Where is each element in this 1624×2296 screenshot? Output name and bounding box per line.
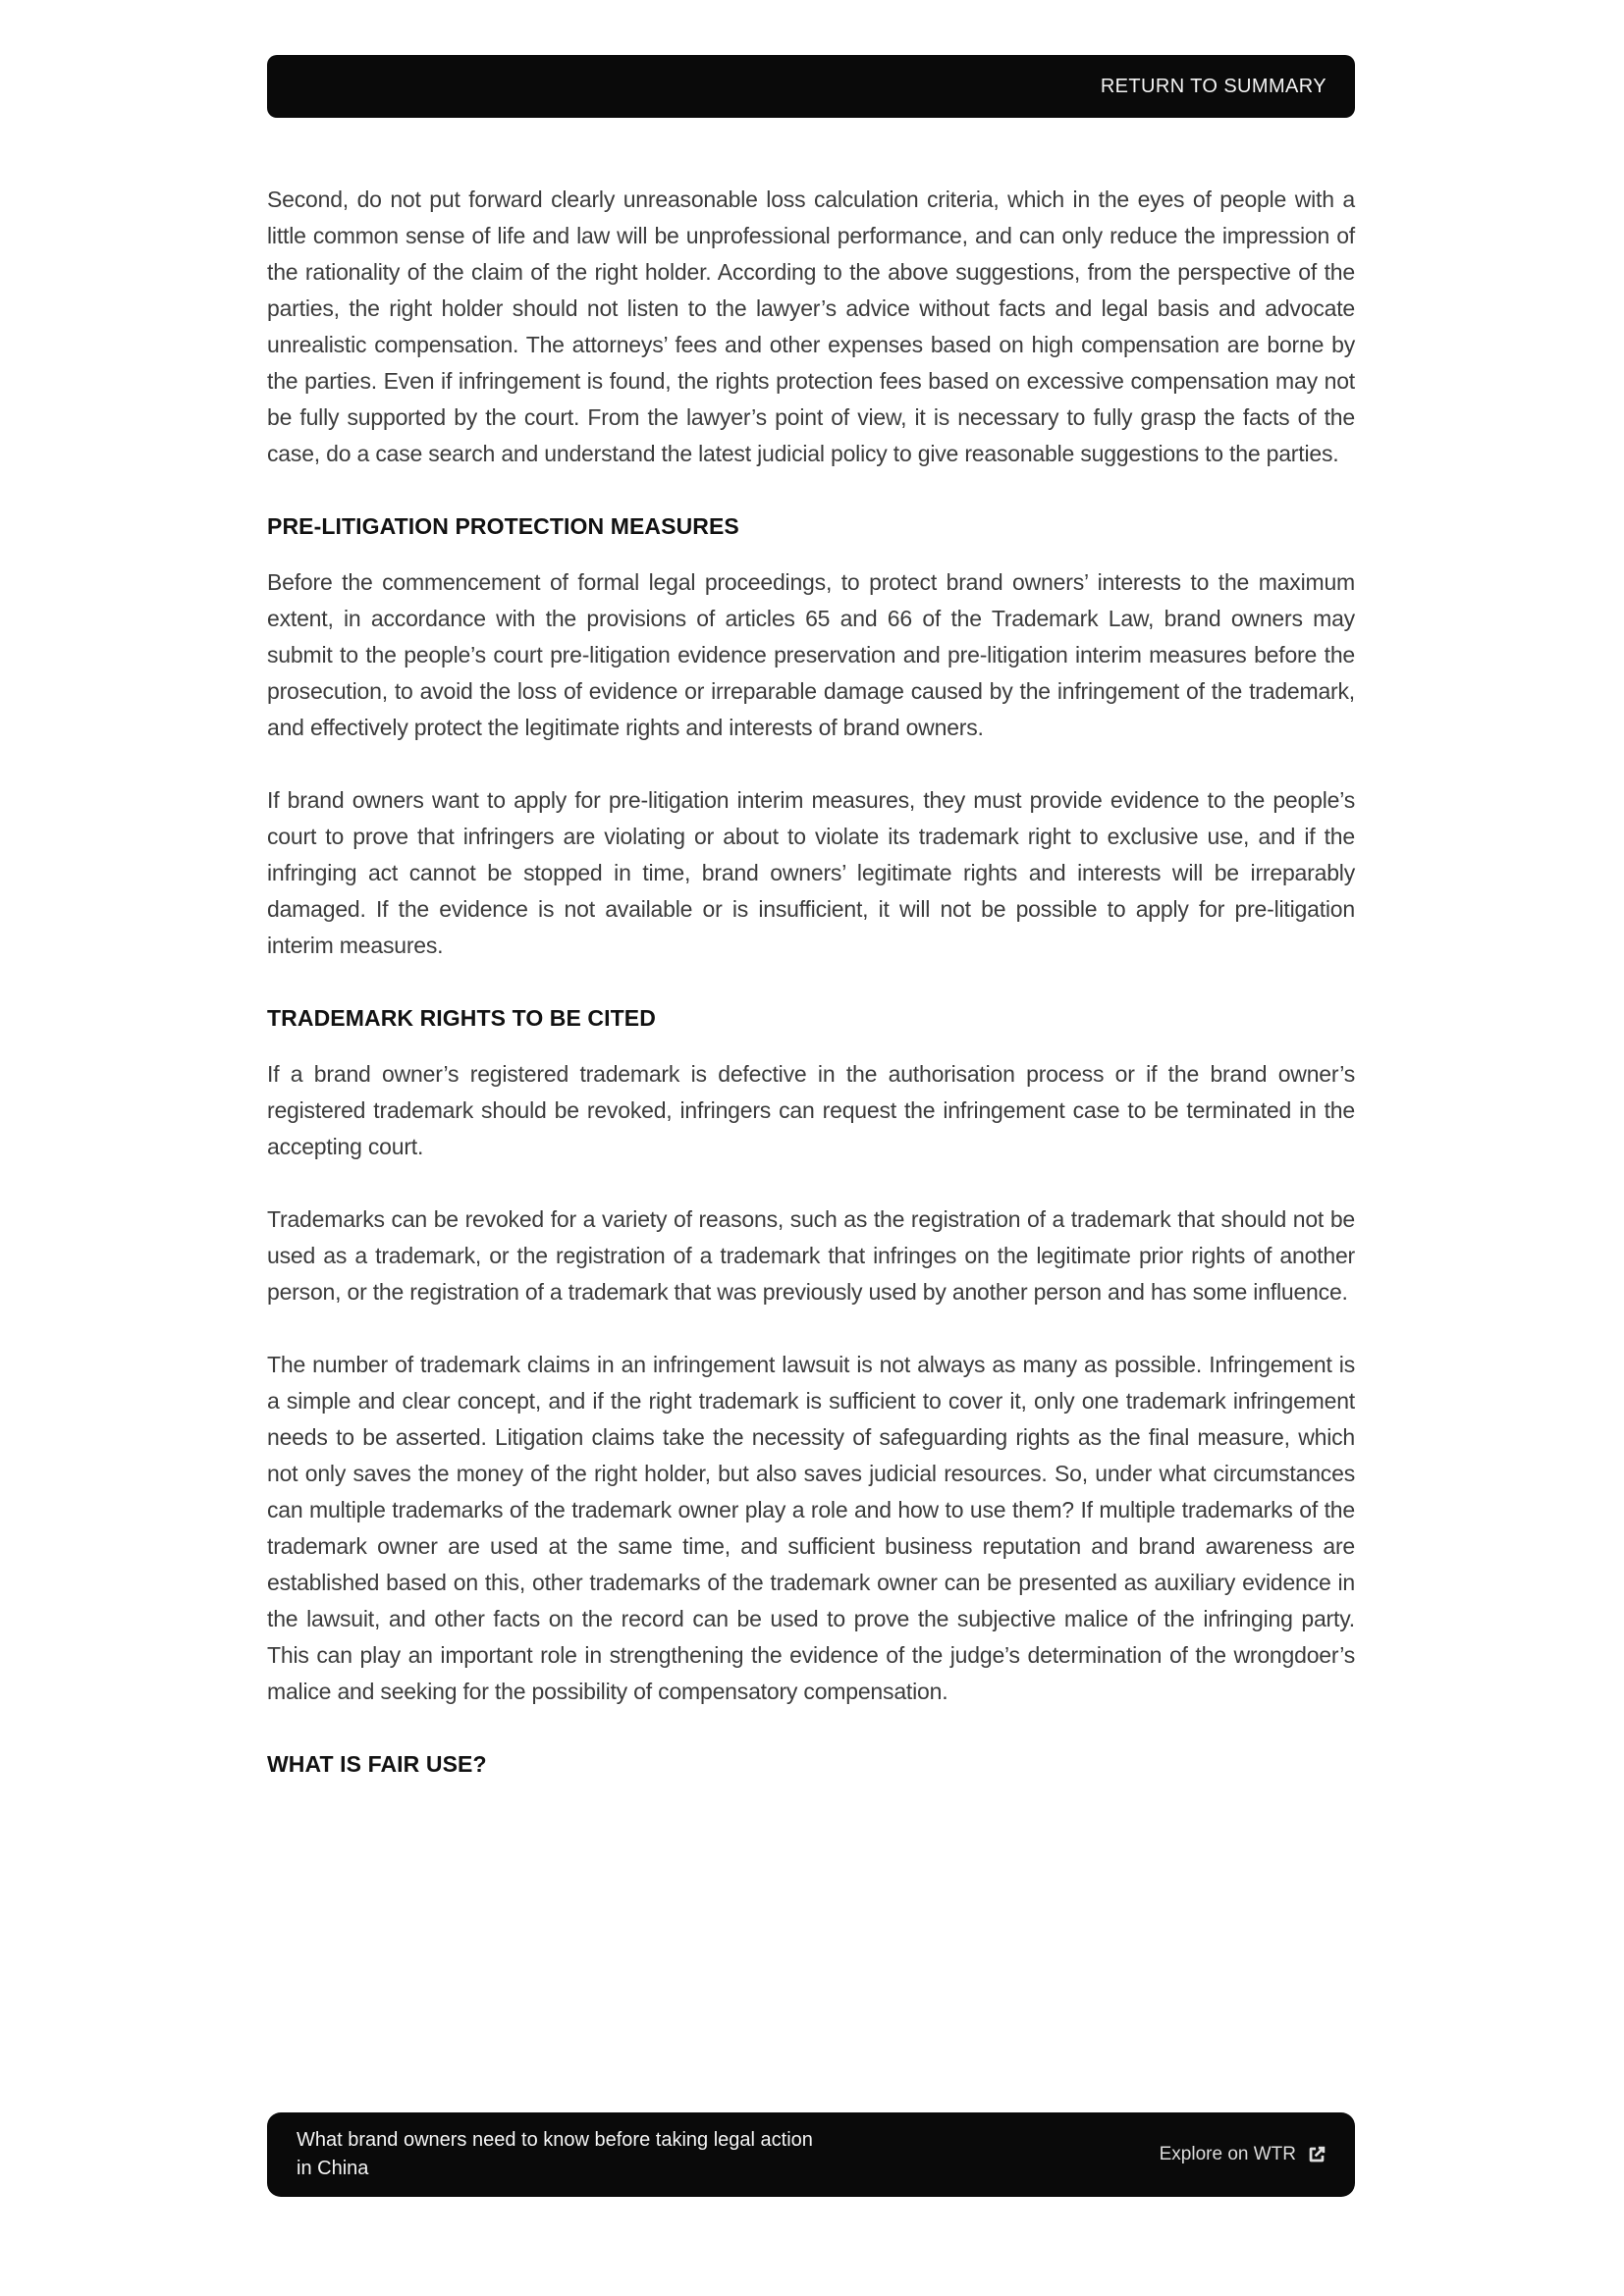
article-body [267, 182, 1355, 1779]
paragraph: If brand owners want to apply for pre-litigation interim measures, they must provide evidence to the people’s court to prove that infringers are violating or about to violate its trademark right to exclusive use, and if the infringing act cannot be stopped in time, brand owners’ legitimate rights and interests will be irreparably damaged. If the evidence is not available or is insufficient, it will not be possible to apply for pre-litigation interim measures. [267, 787, 1355, 958]
paragraph: Before the commencement of formal legal proceedings, to protect brand owners’ interests to the maximum extent, in accordance with the provisions of articles 65 and 66 of the Trademark Law, brand owners may submit to the people’s court pre-litigation evidence preservation and pre-litigation interim measures before the prosecution, to avoid the loss of evidence or irreparable damage caused by the infringement of the trademark, and effectively protect the legitimate rights and interests of brand owners. [267, 569, 1355, 740]
section-heading-trademark-rights: TRADEMARK RIGHTS TO BE CITED [267, 1005, 656, 1031]
paragraph: Trademarks can be revoked for a variety of reasons, such as the registration of a trademark that should not be used as a trademark, or the registration of a trademark that infringes on the legitimate prior rights of another person, or the registration of a trademark that was previously used by another person and has some influence. [267, 1206, 1355, 1305]
return-to-summary-bar [267, 55, 1355, 118]
chapter-title-line2: in China [297, 2158, 369, 2179]
explore-on-wtr-label: Explore on WTR [1159, 2144, 1296, 2164]
paragraph-intro: Second, do not put forward clearly unreasonable loss calculation criteria, which in the eyes of people with a little common sense of life and law will be unprofessional performance, and can only reduce the impression of the rationality of the claim of the right holder. According to the above suggestions, from the perspective of the parties, the right holder should not listen to the lawyer’s advice without facts and legal basis and advocate unrealistic compensation. The attorneys’ fees and other expenses based on high compensation are borne by the parties. Even if infringement is found, the rights protection fees based on excessive compensation may not be fully supported by the court. From the lawyer’s point of view, it is necessary to fully grasp the facts of the case, do a case search and understand the latest judicial policy to give reasonable suggestions to the parties. [267, 187, 1355, 466]
explore-on-wtr-link[interactable] [1160, 2144, 1327, 2165]
section-heading-fair-use: WHAT IS FAIR USE? [267, 1751, 487, 1777]
paragraph: The number of trademark claims in an infringement lawsuit is not always as many as possible. Infringement is a simple and clear concept, and if the right trademark is sufficient to cover it, only one trademark infringement needs to be asserted. Litigation claims take the necessity of safeguarding rights as the final measure, which not only saves the money of the right holder, but also saves judicial resources. So, under what circumstances can multiple trademarks of the trademark owner play a role and how to use them? If multiple trademarks of the trademark owner are used at the same time, and sufficient business reputation and brand awareness are established based on this, other trademarks of the trademark owner can be presented as auxiliary evidence in the lawsuit, and other facts on the record can be used to prove the subjective malice of the infringing party. This can play an important role in strengthening the evidence of the judge’s determination of the wrongdoer’s malice and seeking for the possibility of compensatory compensation. [267, 1352, 1355, 1704]
paragraph: If a brand owner’s registered trademark is defective in the authorisation process or if the brand owner’s registered trademark should be revoked, infringers can request the infringement case to be terminated in the accepting court. [267, 1061, 1355, 1159]
return-to-summary-link[interactable]: RETURN TO SUMMARY [1100, 75, 1326, 97]
section-heading-pre-litigation: PRE-LITIGATION PROTECTION MEASURES [267, 513, 739, 539]
chapter-title-line1: What brand owners need to know before taking legal action [297, 2129, 813, 2151]
external-link-icon [1306, 2144, 1327, 2165]
chapter-title [297, 2126, 813, 2183]
footer-bar [267, 2112, 1355, 2197]
